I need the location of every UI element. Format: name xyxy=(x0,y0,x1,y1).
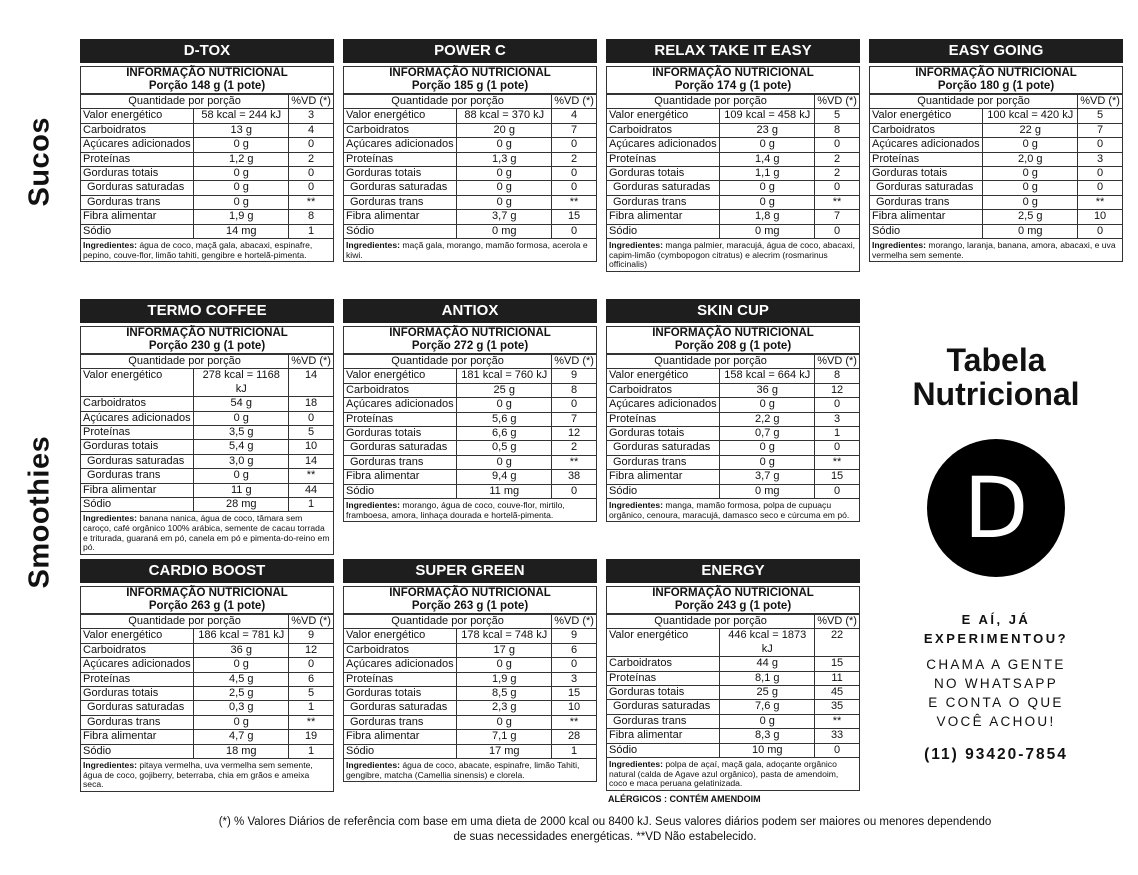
nutrient-row: Proteínas 1,3 g 2 xyxy=(344,152,596,166)
nutrient-row: Gorduras trans 0 g ** xyxy=(344,195,596,209)
nutrient-row: Gorduras trans 0 g ** xyxy=(870,195,1122,209)
nutrition-table xyxy=(343,586,597,782)
nutrition-table xyxy=(869,66,1123,262)
table-heading: INFORMAÇÃO NUTRICIONAL xyxy=(126,67,288,79)
nutrient-row: Sódio 18 mg 1 xyxy=(81,744,333,758)
card-title: SKIN CUP xyxy=(606,299,860,323)
nutrient-row: Gorduras totais 0 g 0 xyxy=(344,167,596,181)
nutrient-row: Fibra alimentar 9,4 g 38 xyxy=(344,470,596,484)
nutrient-row: Sódio 11 mg 0 xyxy=(344,484,596,498)
table-heading: INFORMAÇÃO NUTRICIONAL xyxy=(389,67,551,79)
table-heading: INFORMAÇÃO NUTRICIONAL xyxy=(126,587,288,599)
nutrient-row: Açúcares adicionados 0 g 0 xyxy=(81,411,333,425)
nutrient-table xyxy=(870,94,1122,238)
brand-logo: D xyxy=(927,439,1065,577)
nutrient-row: Fibra alimentar 4,7 g 19 xyxy=(81,730,333,744)
allergen-note: ALÉRGICOS : CONTÉM AMENDOIM xyxy=(608,793,761,804)
portion-label: Porção 208 g (1 pote) xyxy=(607,340,859,354)
nutrient-row: Gorduras totais 25 g 45 xyxy=(607,686,859,700)
nutrient-row: Proteínas 5,6 g 7 xyxy=(344,412,596,426)
nutrient-row: Gorduras totais 6,6 g 12 xyxy=(344,427,596,441)
ingredients: Ingredientes: água de coco, abacate, espinafre, limão Tahiti, gengibre, matcha (Camellia sinensis) e clorela. xyxy=(344,758,596,781)
nutrient-row: Gorduras saturadas 2,3 g 10 xyxy=(344,701,596,715)
nutrient-row: Gorduras saturadas 0,5 g 2 xyxy=(344,441,596,455)
nutrient-table xyxy=(344,94,596,238)
nutrition-card xyxy=(80,299,334,555)
nutrient-table xyxy=(344,354,596,498)
card-title: SUPER GREEN xyxy=(343,559,597,583)
nutrient-row: Proteínas 1,4 g 2 xyxy=(607,152,859,166)
nutrient-row: Gorduras trans 0 g ** xyxy=(344,715,596,729)
nutrient-row: Gorduras totais 0 g 0 xyxy=(81,167,333,181)
card-title: ANTIOX xyxy=(343,299,597,323)
table-heading: INFORMAÇÃO NUTRICIONAL xyxy=(389,327,551,339)
nutrient-row: Proteínas 2,2 g 3 xyxy=(607,412,859,426)
nutrition-table xyxy=(343,66,597,262)
table-header-row: Quantidade por porção %VD (*) xyxy=(81,95,333,109)
ingredients: Ingredientes: morango, laranja, banana, amora, abacaxi, e uva vermelha sem semente. xyxy=(870,238,1122,261)
nutrient-row: Carboidratos 44 g 15 xyxy=(607,657,859,671)
nutrition-table xyxy=(80,326,334,555)
nutrient-row: Gorduras totais 0,7 g 1 xyxy=(607,427,859,441)
nutrient-table xyxy=(607,614,859,757)
nutrient-row: Gorduras trans 0 g ** xyxy=(344,455,596,469)
nutrient-row: Valor energético 181 kcal = 760 kJ 9 xyxy=(344,369,596,383)
portion-label: Porção 243 g (1 pote) xyxy=(607,600,859,614)
nutrient-row: Gorduras trans 0 g ** xyxy=(607,714,859,728)
portion-label: Porção 174 g (1 pote) xyxy=(607,80,859,94)
nutrient-row: Gorduras trans 0 g ** xyxy=(81,195,333,209)
nutrition-card xyxy=(80,559,334,792)
nutrient-table xyxy=(81,354,333,511)
table-heading: INFORMAÇÃO NUTRICIONAL xyxy=(652,587,814,599)
portion-label: Porção 230 g (1 pote) xyxy=(81,340,333,354)
table-header-row: Quantidade por porção %VD (*) xyxy=(607,95,859,109)
table-heading: INFORMAÇÃO NUTRICIONAL xyxy=(652,67,814,79)
nutrition-table xyxy=(606,326,860,522)
table-header-row: Quantidade por porção %VD (*) xyxy=(81,615,333,629)
nutrient-row: Carboidratos 36 g 12 xyxy=(81,643,333,657)
portion-label: Porção 148 g (1 pote) xyxy=(81,80,333,94)
nutrient-table xyxy=(607,94,859,238)
nutrient-row: Carboidratos 17 g 6 xyxy=(344,643,596,657)
table-header-row: Quantidade por porção %VD (*) xyxy=(870,95,1122,109)
ingredients: Ingredientes: pitaya vermelha, uva vermelha sem semente, água de coco, gojiberry, beterraba, chia em grãos e ameixa seca. xyxy=(81,758,333,791)
nutrient-row: Valor energético 158 kcal = 664 kJ 8 xyxy=(607,369,859,383)
table-heading: INFORMAÇÃO NUTRICIONAL xyxy=(126,327,288,339)
nutrient-row: Proteínas 1,9 g 3 xyxy=(344,672,596,686)
portion-label: Porção 180 g (1 pote) xyxy=(870,80,1122,94)
nutrient-row: Açúcares adicionados 0 g 0 xyxy=(344,398,596,412)
nutrient-row: Gorduras saturadas 0 g 0 xyxy=(870,181,1122,195)
footnote: (*) % Valores Diários de referência com base em uma dieta de 2000 kcal ou 8400 kJ. Seus valores diários podem ser maiores ou menores dependendo de suas necessidades energéticas. **VD Não estabelecido. xyxy=(218,816,992,843)
nutrient-row: Valor energético 186 kcal = 781 kJ 9 xyxy=(81,629,333,643)
card-title: CARDIO BOOST xyxy=(80,559,334,583)
nutrient-row: Gorduras trans 0 g ** xyxy=(81,469,333,483)
nutrient-row: Gorduras totais 0 g 0 xyxy=(870,167,1122,181)
page-title: Tabela Nutricional xyxy=(912,342,1080,412)
nutrient-row: Valor energético 88 kcal = 370 kJ 4 xyxy=(344,109,596,123)
nutrient-row: Açúcares adicionados 0 g 0 xyxy=(870,138,1122,152)
table-header-row: Quantidade por porção %VD (*) xyxy=(607,615,859,629)
nutrient-row: Gorduras totais 2,5 g 5 xyxy=(81,687,333,701)
nutrient-row: Proteínas 1,2 g 2 xyxy=(81,152,333,166)
nutrient-row: Carboidratos 25 g 8 xyxy=(344,383,596,397)
nutrition-table xyxy=(80,586,334,792)
nutrition-card xyxy=(869,39,1123,262)
nutrient-row: Gorduras saturadas 7,6 g 35 xyxy=(607,700,859,714)
nutrient-row: Valor energético 100 kcal = 420 kJ 5 xyxy=(870,109,1122,123)
nutrient-row: Açúcares adicionados 0 g 0 xyxy=(344,658,596,672)
table-header-row: Quantidade por porção %VD (*) xyxy=(344,355,596,369)
nutrient-row: Sódio 14 mg 1 xyxy=(81,224,333,238)
nutrient-row: Valor energético 178 kcal = 748 kJ 9 xyxy=(344,629,596,643)
portion-label: Porção 185 g (1 pote) xyxy=(344,80,596,94)
ingredients: Ingredientes: banana nanica, água de coco, tâmara sem caroço, café orgânico 100% arábica, semente de cacau torrada e triturada, guaraná em pó, canela em pó e pimenta-do-reino em pó. xyxy=(81,511,333,553)
table-header-row: Quantidade por porção %VD (*) xyxy=(344,95,596,109)
table-header-row: Quantidade por porção %VD (*) xyxy=(344,615,596,629)
nutrient-row: Proteínas 8,1 g 11 xyxy=(607,671,859,685)
nutrient-row: Gorduras trans 0 g ** xyxy=(607,455,859,469)
nutrient-row: Sódio 0 mg 0 xyxy=(607,484,859,498)
nutrient-table xyxy=(81,614,333,758)
nutrient-row: Valor energético 58 kcal = 244 kJ 3 xyxy=(81,109,333,123)
nutrient-row: Gorduras trans 0 g ** xyxy=(607,195,859,209)
nutrient-row: Fibra alimentar 1,9 g 8 xyxy=(81,210,333,224)
ingredients: Ingredientes: manga, mamão formosa, polpa de cupuaçu orgânico, cenoura, maracujá, damasco seco e cúrcuma em pó. xyxy=(607,498,859,521)
nutrient-row: Açúcares adicionados 0 g 0 xyxy=(81,138,333,152)
table-heading: INFORMAÇÃO NUTRICIONAL xyxy=(389,587,551,599)
portion-label: Porção 263 g (1 pote) xyxy=(81,600,333,614)
nutrient-row: Gorduras trans 0 g ** xyxy=(81,715,333,729)
nutrient-row: Sódio 0 mg 0 xyxy=(870,224,1122,238)
nutrition-card xyxy=(80,39,334,262)
card-title: ENERGY xyxy=(606,559,860,583)
table-header-row: Quantidade por porção %VD (*) xyxy=(607,355,859,369)
nutrient-row: Sódio 10 mg 0 xyxy=(607,743,859,757)
nutrient-row: Valor energético 109 kcal = 458 kJ 5 xyxy=(607,109,859,123)
nutrient-row: Fibra alimentar 1,8 g 7 xyxy=(607,210,859,224)
nutrient-table xyxy=(81,94,333,238)
card-title: D-TOX xyxy=(80,39,334,63)
nutrient-table xyxy=(607,354,859,498)
card-title: EASY GOING xyxy=(869,39,1123,63)
nutrient-row: Gorduras saturadas 0 g 0 xyxy=(607,441,859,455)
nutrition-card xyxy=(606,39,860,272)
table-heading: INFORMAÇÃO NUTRICIONAL xyxy=(915,67,1077,79)
nutrient-row: Valor energético 278 kcal = 1168 kJ 14 xyxy=(81,369,333,397)
nutrient-row: Carboidratos 23 g 8 xyxy=(607,123,859,137)
ingredients: Ingredientes: manga palmier, maracujá, água de coco, abacaxi, capim-limão (cymbopogon citratus) e alecrim (rosmarinus officinalis) xyxy=(607,238,859,271)
nutrient-row: Açúcares adicionados 0 g 0 xyxy=(607,398,859,412)
nutrient-row: Carboidratos 20 g 7 xyxy=(344,123,596,137)
nutrient-row: Carboidratos 22 g 7 xyxy=(870,123,1122,137)
promo-message: CHAMA A GENTE NO WHATSAPP E CONTA O QUE VOCÊ ACHOU! xyxy=(926,657,1066,729)
nutrition-card xyxy=(343,299,597,522)
card-title: POWER C xyxy=(343,39,597,63)
nutrient-row: Açúcares adicionados 0 g 0 xyxy=(81,658,333,672)
ingredients: Ingredientes: polpa de açaí, maçã gala, adoçante orgânico natural (calda de Agave azul orgânico), pasta de amendoim, coco e maca peruana gelatinizada. xyxy=(607,757,859,790)
nutrient-row: Gorduras totais 8,5 g 15 xyxy=(344,687,596,701)
nutrient-row: Sódio 0 mg 0 xyxy=(607,224,859,238)
nutrient-row: Gorduras totais 1,1 g 2 xyxy=(607,167,859,181)
nutrient-row: Açúcares adicionados 0 g 0 xyxy=(607,138,859,152)
nutrition-card xyxy=(606,559,860,804)
nutrient-row: Açúcares adicionados 0 g 0 xyxy=(344,138,596,152)
nutrient-row: Gorduras saturadas 0,3 g 1 xyxy=(81,701,333,715)
nutrient-row: Sódio 0 mg 0 xyxy=(344,224,596,238)
nutrient-row: Gorduras totais 5,4 g 10 xyxy=(81,440,333,454)
nutrient-row: Carboidratos 36 g 12 xyxy=(607,383,859,397)
nutrition-table xyxy=(80,66,334,262)
nutrition-card xyxy=(606,299,860,522)
section-label-sucos: Sucos xyxy=(23,116,56,207)
ingredients: Ingredientes: água de coco, maçã gala, abacaxi, espinafre, pepino, couve-flor, limão tahiti, gengibre e hortelã-pimenta. xyxy=(81,238,333,261)
card-title: RELAX TAKE IT EASY xyxy=(606,39,860,63)
nutrition-table xyxy=(606,586,860,791)
section-label-smoothies: Smoothies xyxy=(23,435,56,589)
nutrient-row: Proteínas 2,0 g 3 xyxy=(870,152,1122,166)
nutrient-row: Carboidratos 54 g 18 xyxy=(81,397,333,411)
nutrient-row: Fibra alimentar 8,3 g 33 xyxy=(607,729,859,743)
table-header-row: Quantidade por porção %VD (*) xyxy=(81,355,333,369)
nutrition-table xyxy=(606,66,860,272)
nutrient-row: Fibra alimentar 11 g 44 xyxy=(81,483,333,497)
nutrient-row: Proteínas 4,5 g 6 xyxy=(81,672,333,686)
nutrient-row: Gorduras saturadas 3,0 g 14 xyxy=(81,454,333,468)
nutrient-row: Fibra alimentar 3,7 g 15 xyxy=(344,210,596,224)
nutrient-row: Fibra alimentar 3,7 g 15 xyxy=(607,470,859,484)
nutrient-row: Sódio 28 mg 1 xyxy=(81,498,333,512)
nutrition-card xyxy=(343,559,597,782)
nutrition-table xyxy=(343,326,597,522)
card-title: TERMO COFFEE xyxy=(80,299,334,323)
whatsapp-phone[interactable]: (11) 93420-7854 xyxy=(924,746,1068,763)
nutrient-row: Gorduras saturadas 0 g 0 xyxy=(344,181,596,195)
ingredients: Ingredientes: morango, água de coco, couve-flor, mirtilo, framboesa, amora, linhaça dourada e hortelã-pimenta. xyxy=(344,498,596,521)
nutrient-row: Carboidratos 13 g 4 xyxy=(81,123,333,137)
nutrient-row: Gorduras saturadas 0 g 0 xyxy=(81,181,333,195)
nutrient-row: Gorduras saturadas 0 g 0 xyxy=(607,181,859,195)
nutrient-row: Fibra alimentar 2,5 g 10 xyxy=(870,210,1122,224)
ingredients: Ingredientes: maçã gala, morango, mamão formosa, acerola e kiwi. xyxy=(344,238,596,261)
table-heading: INFORMAÇÃO NUTRICIONAL xyxy=(652,327,814,339)
nutrient-table xyxy=(344,614,596,758)
nutrient-row: Sódio 17 mg 1 xyxy=(344,744,596,758)
nutrition-card xyxy=(343,39,597,262)
nutrient-row: Valor energético 446 kcal = 1873 kJ 22 xyxy=(607,629,859,657)
portion-label: Porção 272 g (1 pote) xyxy=(344,340,596,354)
nutrient-row: Fibra alimentar 7,1 g 28 xyxy=(344,730,596,744)
promo-question: E AÍ, JÁ EXPERIMENTOU? xyxy=(923,612,1069,646)
nutrient-row: Proteínas 3,5 g 5 xyxy=(81,426,333,440)
portion-label: Porção 263 g (1 pote) xyxy=(344,600,596,614)
